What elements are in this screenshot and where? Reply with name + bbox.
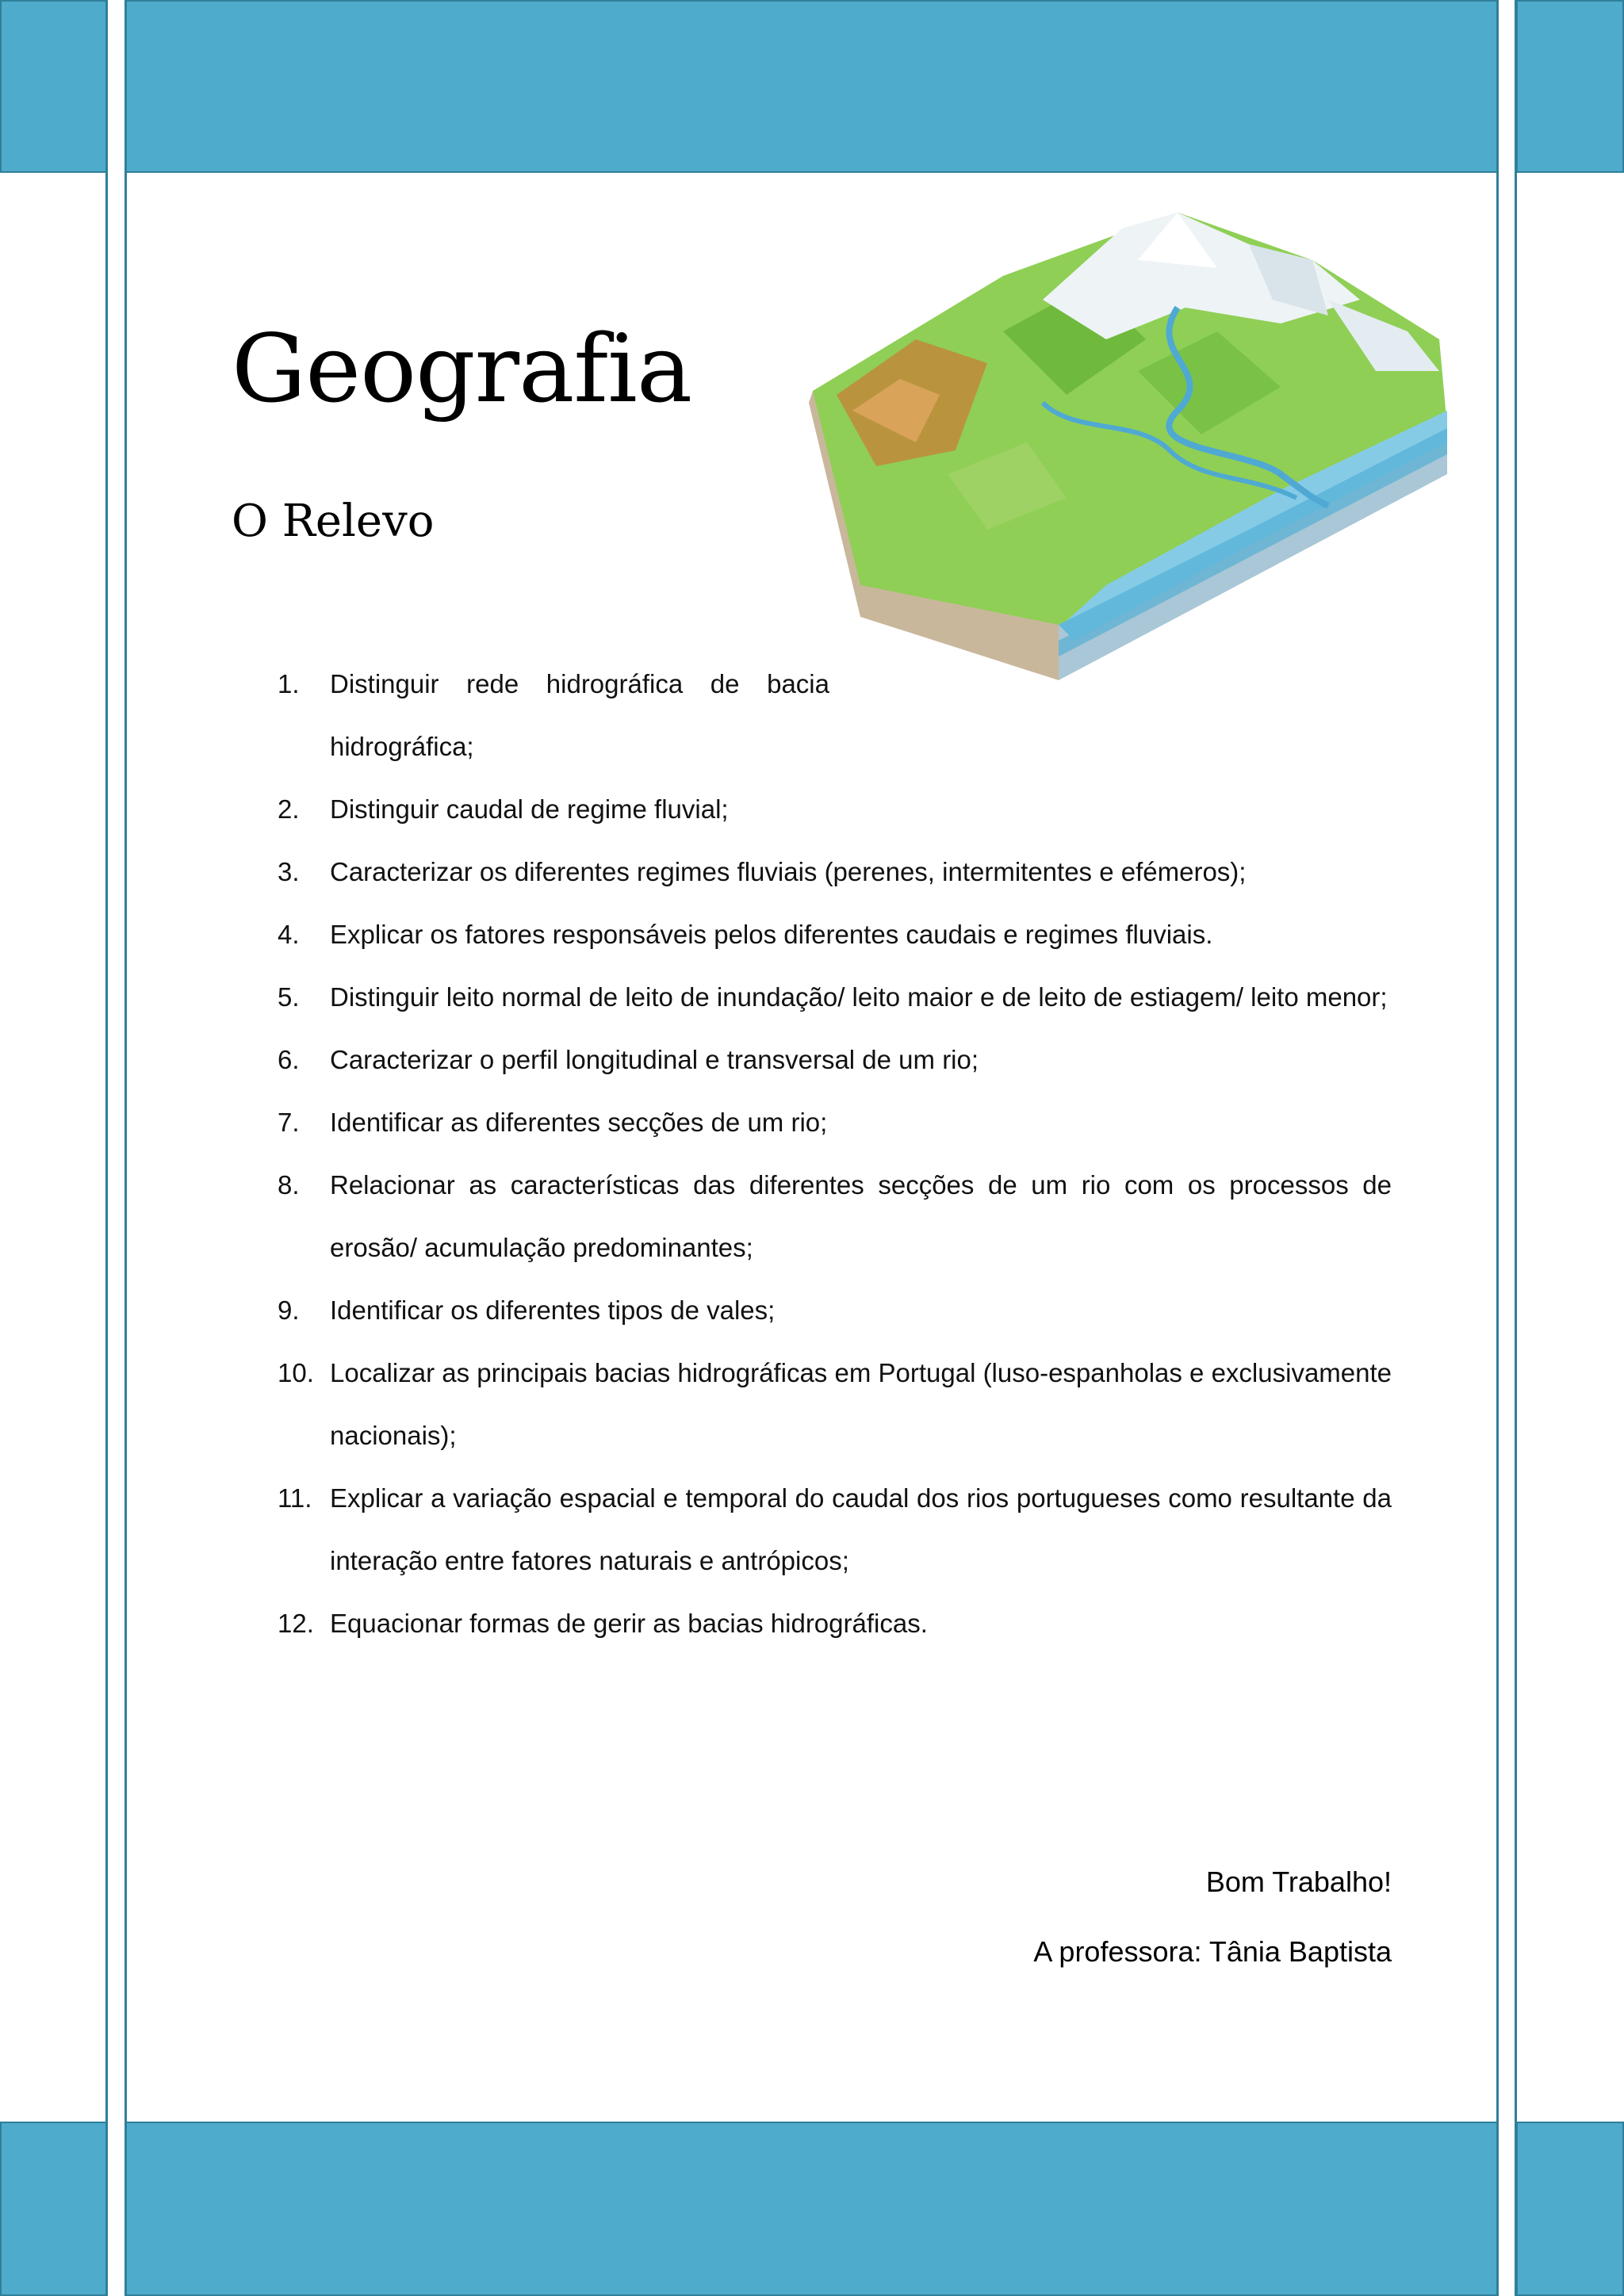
list-item-text: Explicar a variação espacial e temporal do caudal dos rios portugueses como resultante da interação entre fatores naturais e antrópicos; xyxy=(330,1483,1392,1575)
objectives-list xyxy=(278,652,1392,1655)
header-band-right xyxy=(1516,0,1624,173)
list-item xyxy=(278,903,1392,966)
list-item-text: Localizar as principais bacias hidrográficas em Portugal (luso-espanholas e exclusivamente nacionais); xyxy=(330,1358,1392,1450)
footer-band xyxy=(124,2122,1499,2296)
list-item-text: Relacionar as características das diferentes secções de um rio com os processos de erosão/ acumulação predominantes; xyxy=(330,1170,1392,1262)
list-item-text: Explicar os fatores responsáveis pelos diferentes caudais e regimes fluviais. xyxy=(330,920,1213,949)
list-item xyxy=(278,1467,1392,1592)
list-item-text: Identificar os diferentes tipos de vales; xyxy=(330,1295,776,1325)
list-item xyxy=(278,840,1392,903)
page-subtitle: O Relevo xyxy=(232,496,435,547)
list-item-text: Distinguir rede hidrográfica de bacia hidrográfica; xyxy=(330,669,829,761)
page-title: Geografia xyxy=(232,314,692,423)
list-item-text: Distinguir leito normal de leito de inundação/ leito maior e de leito de estiagem/ leito menor; xyxy=(330,982,1388,1012)
list-item-number: 12. xyxy=(278,1609,314,1638)
list-item xyxy=(278,1091,1392,1154)
frame-line-left-inner xyxy=(124,0,127,2296)
list-item xyxy=(278,966,1392,1028)
relief-landscape-icon xyxy=(805,212,1455,688)
list-item xyxy=(278,778,1392,840)
frame-line-right-inner xyxy=(1496,0,1499,2296)
list-item-number: 6. xyxy=(278,1045,300,1074)
list-item xyxy=(278,1341,1392,1467)
list-item-text: Caracterizar os diferentes regimes fluviais (perenes, intermitentes e efémeros); xyxy=(330,857,1247,886)
header-band-left xyxy=(0,0,107,173)
list-item-number: 9. xyxy=(278,1295,300,1325)
closing-block xyxy=(1033,1847,1392,1987)
list-item xyxy=(278,1279,1392,1341)
teacher-signature: A professora: Tânia Baptista xyxy=(1033,1935,1392,1968)
list-item-text: Identificar as diferentes secções de um rio; xyxy=(330,1108,828,1137)
list-item-text: Caracterizar o perfil longitudinal e transversal de um rio; xyxy=(330,1045,979,1074)
list-item-number: 7. xyxy=(278,1108,300,1137)
list-item-number: 3. xyxy=(278,857,300,886)
header-band xyxy=(124,0,1499,173)
list-item-text: Distinguir caudal de regime fluvial; xyxy=(330,794,729,824)
closing-greeting: Bom Trabalho! xyxy=(1205,1866,1392,1898)
list-item-number: 1. xyxy=(278,669,300,698)
list-item xyxy=(278,1154,1392,1279)
list-item-text: Equacionar formas de gerir as bacias hidrográficas. xyxy=(330,1609,928,1638)
list-item-number: 5. xyxy=(278,982,300,1012)
list-item xyxy=(278,1592,1392,1655)
footer-band-right xyxy=(1516,2122,1624,2296)
list-item-number: 2. xyxy=(278,794,300,824)
list-item-number: 8. xyxy=(278,1170,300,1200)
list-item xyxy=(278,1028,1392,1091)
list-item-number: 4. xyxy=(278,920,300,949)
footer-band-left xyxy=(0,2122,107,2296)
frame-line-right-outer xyxy=(1515,0,1517,2296)
list-item-number: 10. xyxy=(278,1358,314,1387)
frame-line-left-outer xyxy=(105,0,108,2296)
list-item-number: 11. xyxy=(278,1483,312,1513)
list-item xyxy=(278,652,829,778)
